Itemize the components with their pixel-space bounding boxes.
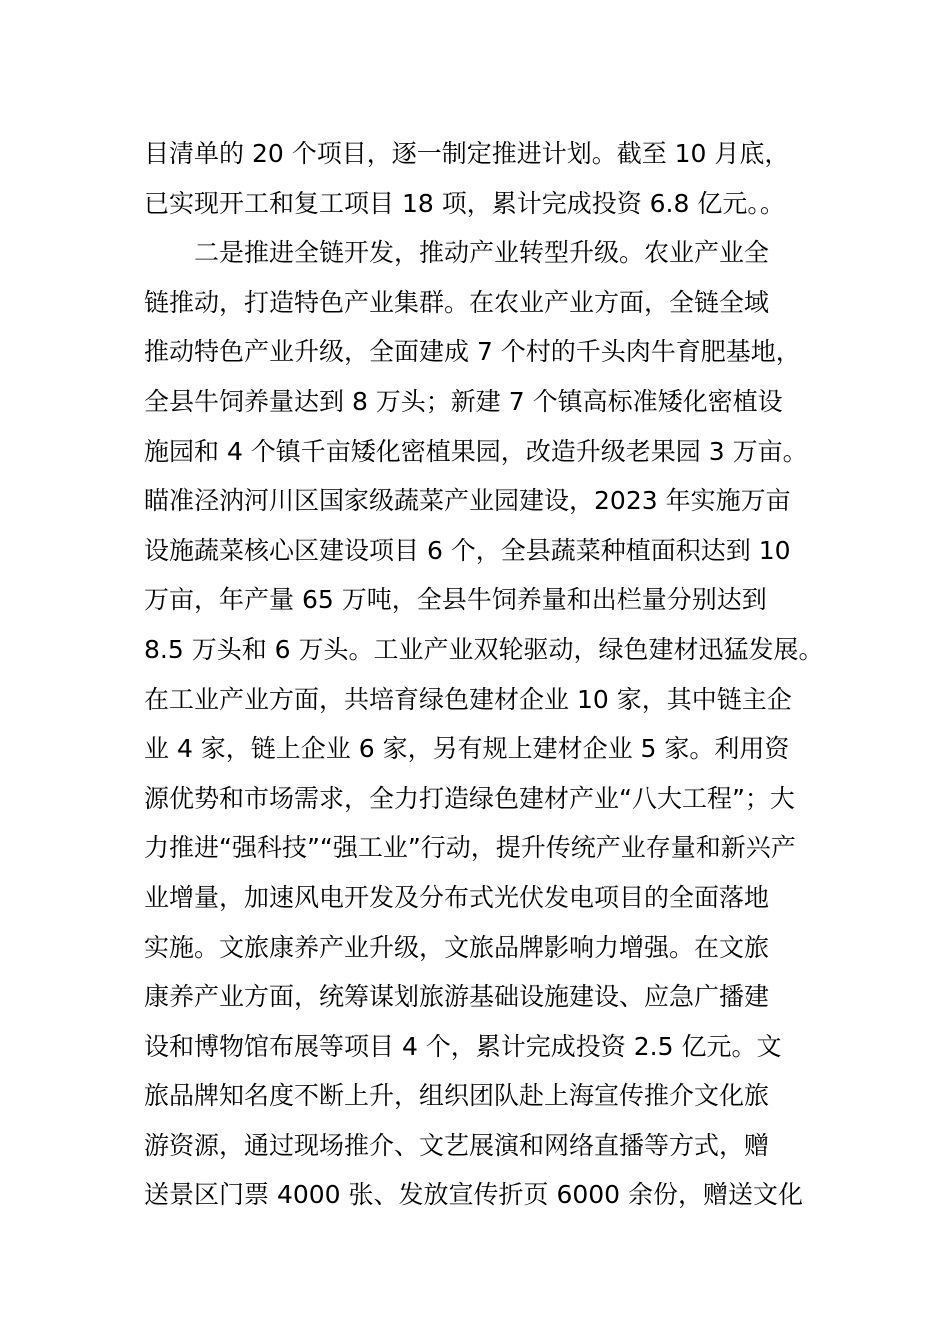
text-line: 设施蔬菜核心区建设项目 6 个，全县蔬菜种植面积达到 10 bbox=[144, 535, 791, 565]
text-line: 送景区门票 4000 张、发放宣传折页 6000 余份，赠送文化 bbox=[144, 1180, 804, 1210]
text-line: 旅品牌知名度不断上升，组织团队赴上海宣传推介文化旅 bbox=[144, 1081, 770, 1111]
text-line: 施园和 4 个镇千亩矮化密植果园，改造升级老果园 3 万亩。 bbox=[144, 436, 808, 466]
text-line: 万亩，年产量 65 万吨，全县牛饲养量和出栏量分别达到 bbox=[144, 585, 767, 615]
text-line: 链推动，打造特色产业集群。在农业产业方面，全链全域 bbox=[144, 287, 770, 317]
text-line: 康养产业方面，统筹谋划旅游基础设施建设、应急广播建 bbox=[144, 982, 770, 1012]
text-line: 实施。文旅康养产业升级，文旅品牌影响力增强。在文旅 bbox=[144, 932, 770, 962]
text-line: 游资源，通过现场推介、文艺展演和网络直播等方式，赠 bbox=[144, 1130, 770, 1160]
text-line: 力推进“强科技”“强工业”行动，提升传统产业存量和新兴产 bbox=[144, 833, 796, 863]
paragraph-first-line: 二是推进全链开发，推动产业转型升级。农业产业全 bbox=[194, 238, 770, 268]
text-line: 业 4 家，链上企业 6 家，另有规上建材企业 5 家。利用资 bbox=[144, 734, 790, 764]
text-line: 源优势和市场需求，全力打造绿色建材产业“八大工程”；大 bbox=[144, 783, 795, 813]
text-line: 瞄准泾汭河川区国家级蔬菜产业园建设，2023 年实施万亩 bbox=[144, 486, 791, 516]
text-line: 设和博物馆布展等项目 4 个，累计完成投资 2.5 亿元。文 bbox=[144, 1031, 782, 1061]
body-text bbox=[144, 129, 824, 1220]
text-line: 业增量，加速风电开发及分布式光伏发电项目的全面落地 bbox=[144, 882, 770, 912]
text-line: 在工业产业方面，共培育绿色建材企业 10 家，其中链主企 bbox=[144, 684, 792, 714]
text-line: 推动特色产业升级，全面建成 7 个村的千头肉牛育肥基地， bbox=[144, 337, 801, 367]
text-line: 全县牛饲养量达到 8 万头；新建 7 个镇高标准矮化密植设 bbox=[144, 386, 783, 416]
text-line: 目清单的 20 个项目，逐一制定推进计划。截至 10 月底， bbox=[144, 139, 790, 168]
text-line: 已实现开工和复工项目 18 项，累计完成投资 6.8 亿元。。 bbox=[144, 188, 785, 218]
text-line: 8.5 万头和 6 万头。工业产业双轮驱动，绿色建材迅猛发展。 bbox=[144, 634, 824, 664]
